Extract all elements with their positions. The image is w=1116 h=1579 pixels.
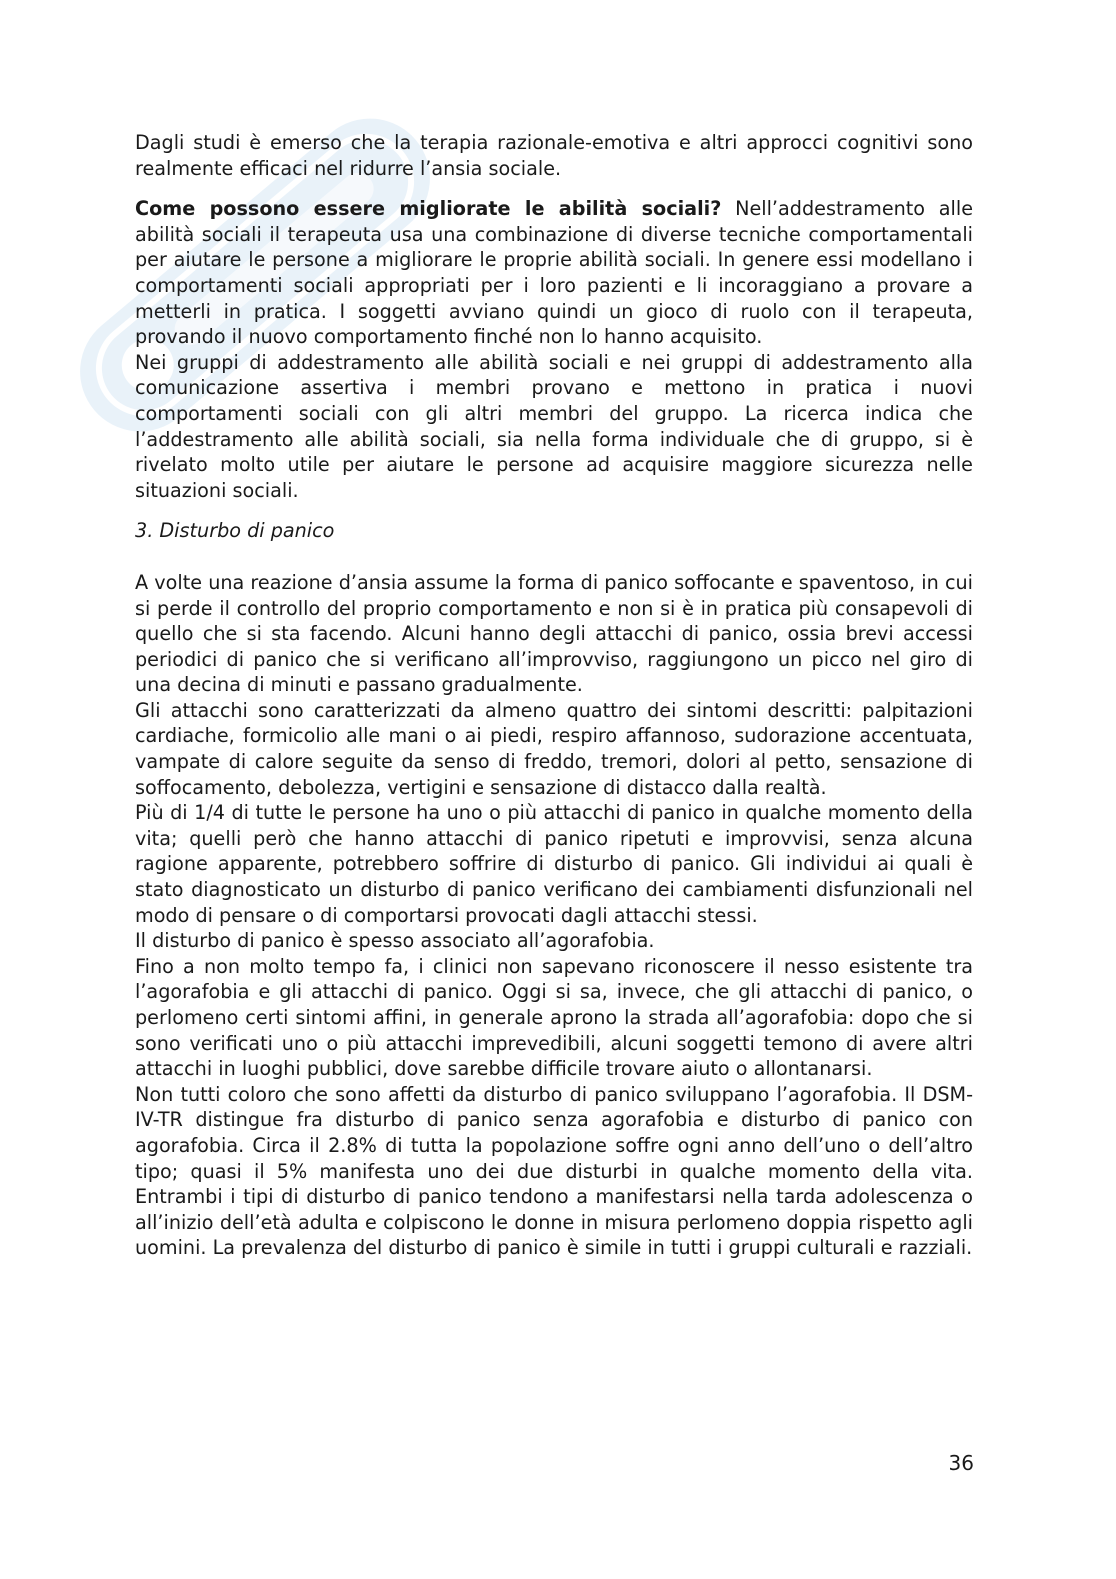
paragraph-4: A volte una reazione d’ansia assume la forma di panico soffocante e spaventoso, in cui si perde il controllo del proprio comportamento e non si è in pratica più consapevoli di quello che si sta facendo. Alcuni hanno degli attacchi di panico, ossia brevi accessi periodici di panico che si verificano all’improvviso, raggiungono un picco nel giro di una decina di minuti e passano gradualmente. [135, 570, 973, 697]
section-heading [135, 518, 973, 544]
paragraph-8: Fino a non molto tempo fa, i clinici non sapevano riconoscere il nesso esistente tra l’agorafobia e gli attacchi di panico. Oggi si sa, invece, che gli attacchi di panico, o perlomeno certi sintomi affini, in generale aprono la strada all’agorafobia: dopo che si sono verificati uno o più attacchi imprevedibili, alcuni soggetti temono di avere altri attacchi in luoghi pubblici, dove sarebbe difficile trovare aiuto o allontanarsi. [135, 954, 973, 1081]
paragraph-9: Non tutti coloro che sono affetti da disturbo di panico sviluppano l’agorafobia. Il DSM-IV-TR distingue fra disturbo di panico senza agorafobia e disturbo di panico con agorafobia. Circa il 2.8% di tutta la popolazione soffre ogni anno dell’uno o dell’altro tipo; quasi il 5% manifesta uno dei due disturbi in qualche momento della vita. Entrambi i tipi di disturbo di panico tendono a manifestarsi nella tarda adolescenza o all’inizio dell’età adulta e colpiscono le donne in misura perlomeno doppia rispetto agli uomini. La prevalenza del disturbo di panico è simile in tutti i gruppi culturali e razziali. [135, 1082, 973, 1260]
section-heading-text: 3. Disturbo di panico [135, 519, 335, 543]
paragraph-2-body: Nell’addestramento alle abilità sociali il terapeuta usa una combinazione di diverse tecniche comportamentali per aiutare le persone a migliorare le proprie abilità sociali. In genere essi modellano i comportamenti sociali appropriati per i loro pazienti e li incoraggiano a provare a metterli in pratica. I soggetti avviano quindi un gioco di ruolo con il terapeuta, provando il nuovo comportamento finché non lo hanno acquisito. [135, 197, 973, 349]
paragraph-1: Dagli studi è emerso che la terapia razionale-emotiva e altri approcci cognitivi sono realmente efficaci nel ridurre l’ansia sociale. [135, 131, 973, 180]
paragraph-5: Gli attacchi sono caratterizzati da almeno quattro dei sintomi descritti: palpitazioni cardiache, formicolio alle mani o ai piedi, respiro affannoso, sudorazione accentuata, vampate di calore seguite da senso di freddo, tremori, dolori al petto, sensazione di soffocamento, debolezza, vertigini e sensazione di distacco dalla realtà. [135, 698, 973, 799]
paragraph-7: Il disturbo di panico è spesso associato all’agorafobia. [135, 929, 655, 953]
page-number: 36 [948, 1451, 974, 1475]
page-content [135, 130, 973, 1261]
paragraph-3: Nei gruppi di addestramento alle abilità sociali e nei gruppi di addestramento alla comunicazione assertiva i membri provano e mettono in pratica i nuovi comportamenti sociali con gli altri membri del gruppo. La ricerca indica che l’addestramento alle abilità sociali, sia nella forma individuale che di gruppo, si è rivelato molto utile per aiutare le persone ad acquisire maggiore sicurezza nelle situazioni sociali. [135, 350, 973, 502]
paragraph-2-lead: Come possono essere migliorate le abilità sociali? [135, 197, 722, 221]
paragraph-2 [135, 196, 973, 350]
paragraph-6: Più di 1/4 di tutte le persone ha uno o più attacchi di panico in qualche momento della vita; quelli però che hanno attacchi di panico ripetuti e improvvisi, senza alcuna ragione apparente, potrebbero soffrire di disturbo di panico. Gli individui ai quali è stato diagnosticato un disturbo di panico verificano dei cambiamenti disfunzionali nel modo di pensare o di comportarsi provocati dagli attacchi stessi. [135, 801, 973, 927]
